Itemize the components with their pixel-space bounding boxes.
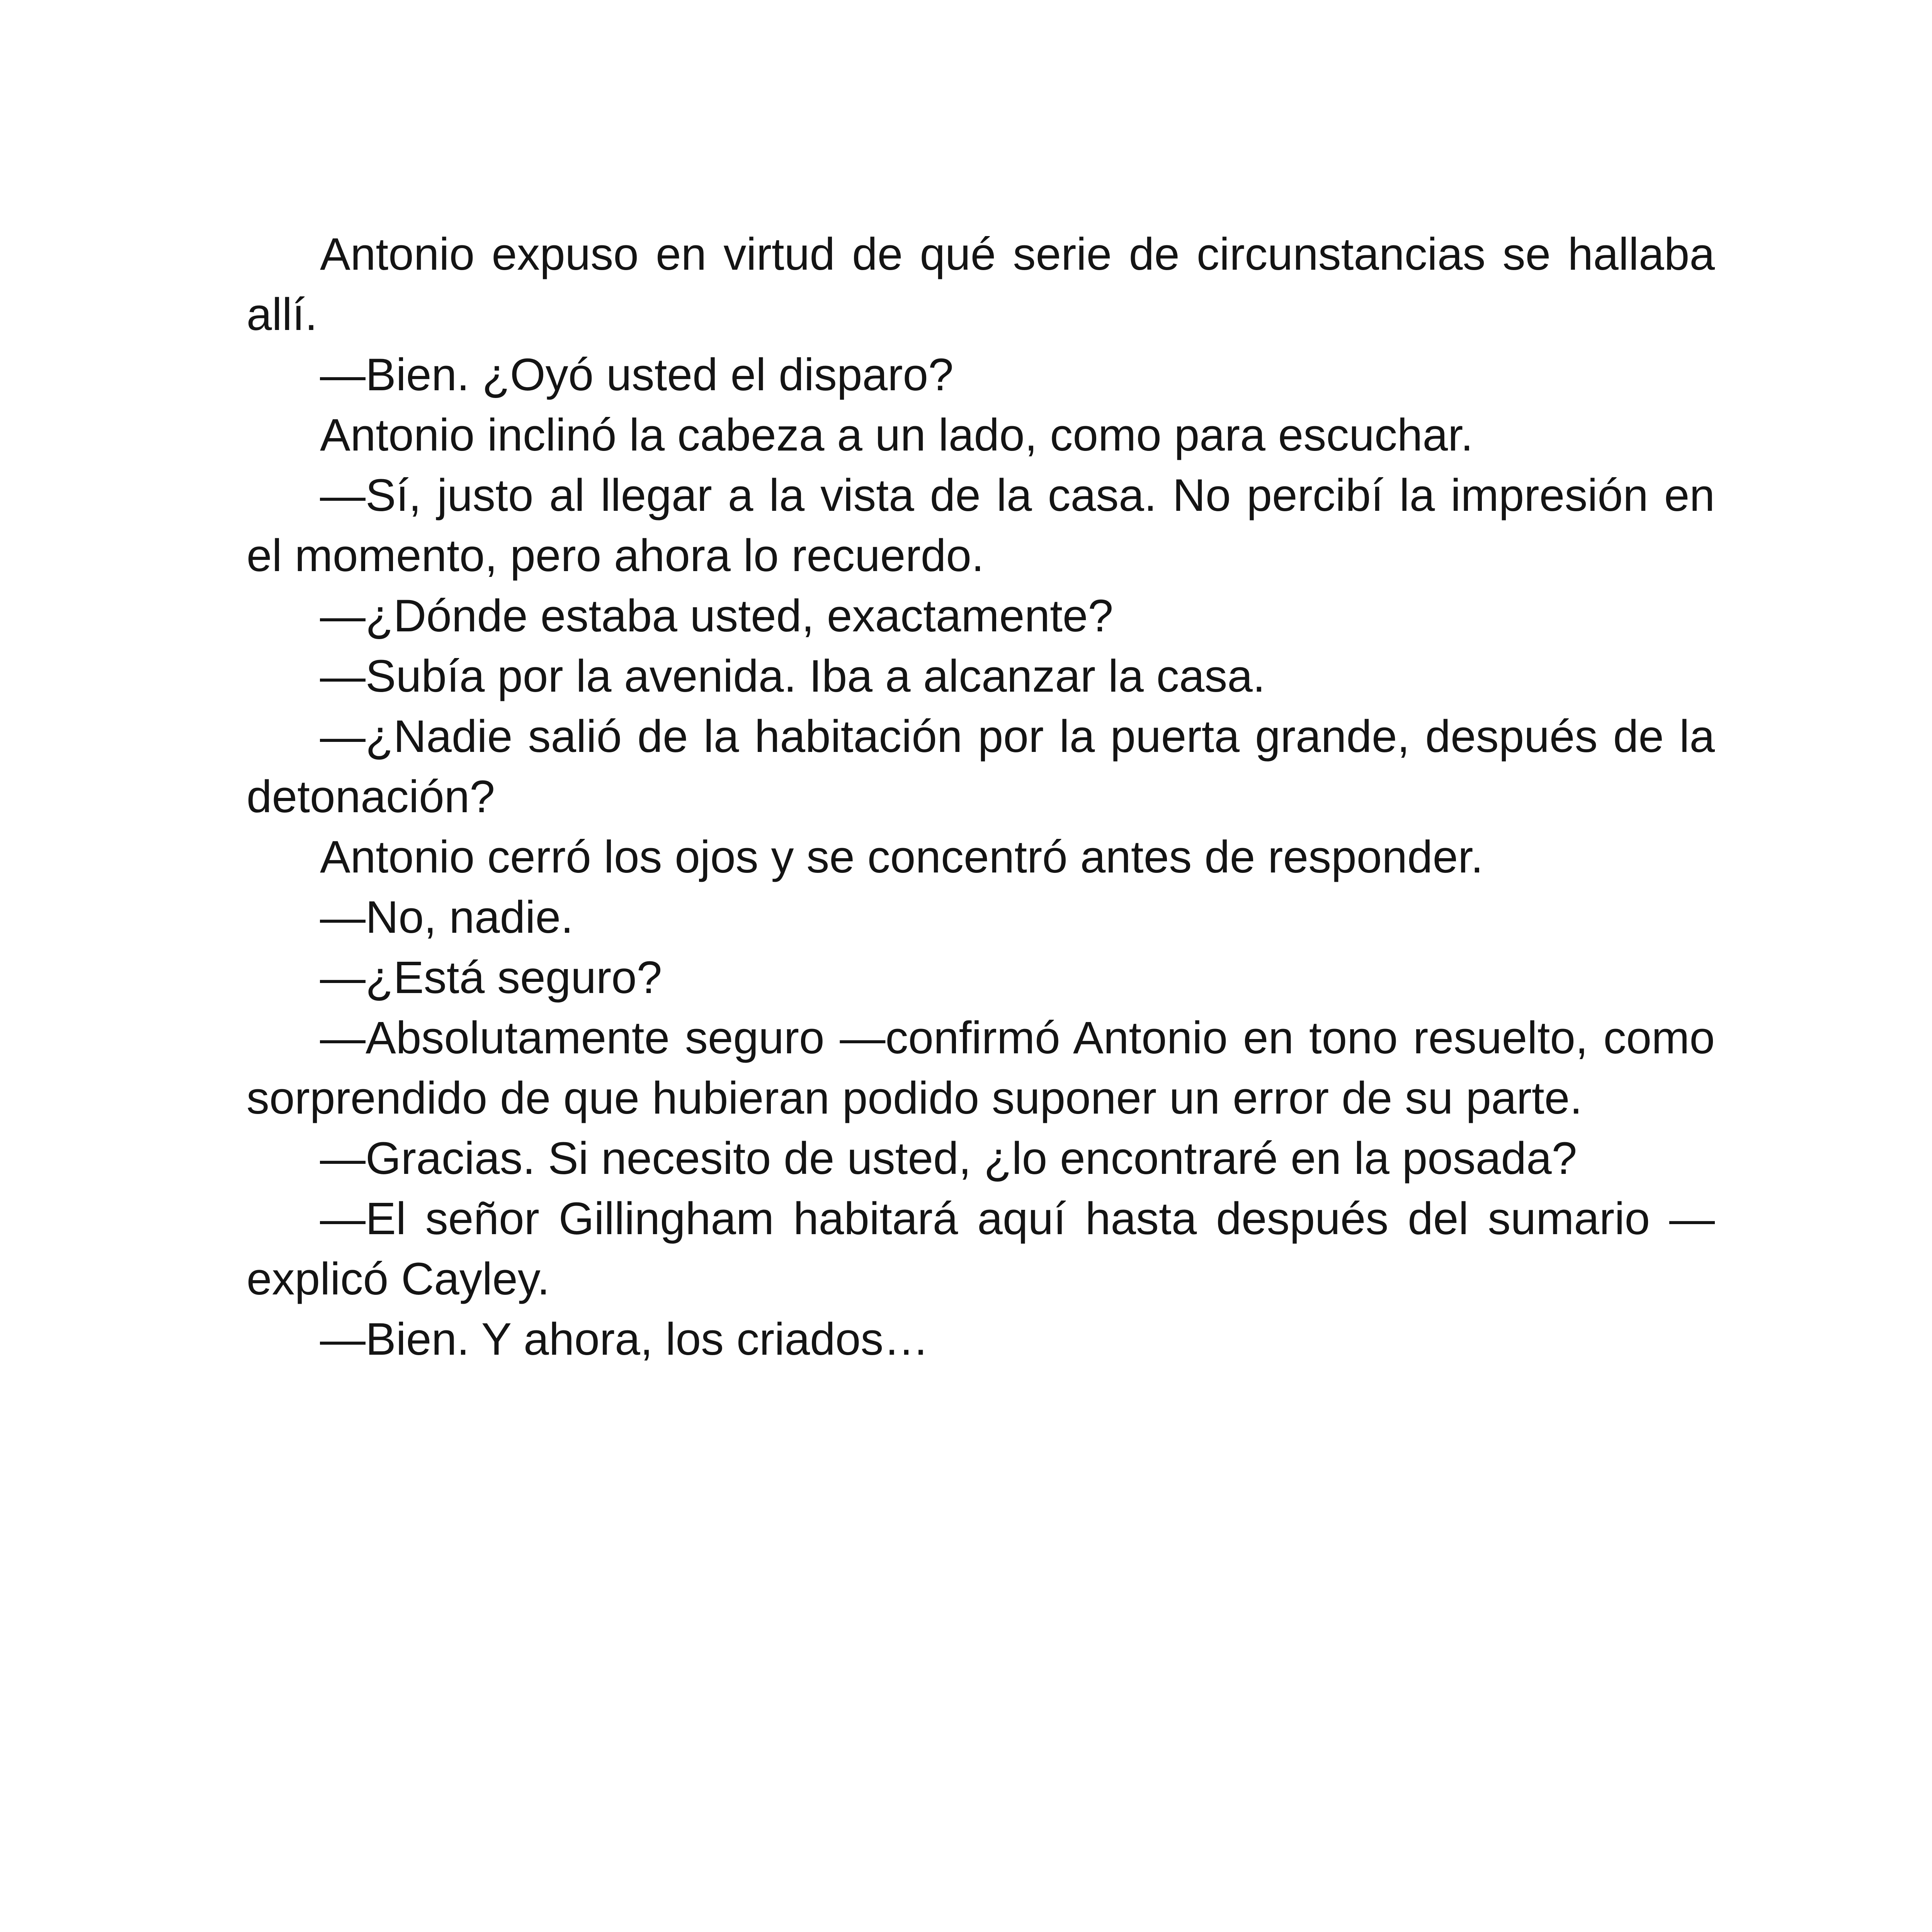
paragraph: —Absolutamente seguro —confirmó Antonio en tono resuelto, como sorprendido de que hubieran podido suponer un error de su parte. <box>247 1012 1715 1124</box>
paragraph: —¿Dónde estaba usted, exactamente? <box>320 590 1114 641</box>
paragraph: —Bien. Y ahora, los criados… <box>320 1314 929 1365</box>
paragraph: Antonio cerró los ojos y se concentró antes de responder. <box>320 832 1483 883</box>
body-text <box>247 224 1715 1369</box>
paragraph: Antonio inclinó la cabeza a un lado, como para escuchar. <box>320 410 1473 461</box>
paragraph: Antonio expuso en virtud de qué serie de circunstancias se hallaba allí. <box>247 229 1715 340</box>
paragraph: —Subía por la avenida. Iba a alcanzar la casa. <box>320 651 1265 702</box>
paragraph: —El señor Gillingham habitará aquí hasta después del sumario —explicó Cayley. <box>247 1193 1715 1304</box>
paragraph: —¿Está seguro? <box>320 952 662 1003</box>
paragraph: —Bien. ¿Oyó usted el disparo? <box>320 349 954 400</box>
paragraph: —Sí, justo al llegar a la vista de la casa. No percibí la impresión en el momento, pero ahora lo recuerdo. <box>247 470 1715 581</box>
paragraph: —No, nadie. <box>320 892 573 943</box>
paragraph: —¿Nadie salió de la habitación por la puerta grande, después de la detonación? <box>247 711 1715 822</box>
paragraph: —Gracias. Si necesito de usted, ¿lo encontraré en la posada? <box>320 1133 1577 1184</box>
